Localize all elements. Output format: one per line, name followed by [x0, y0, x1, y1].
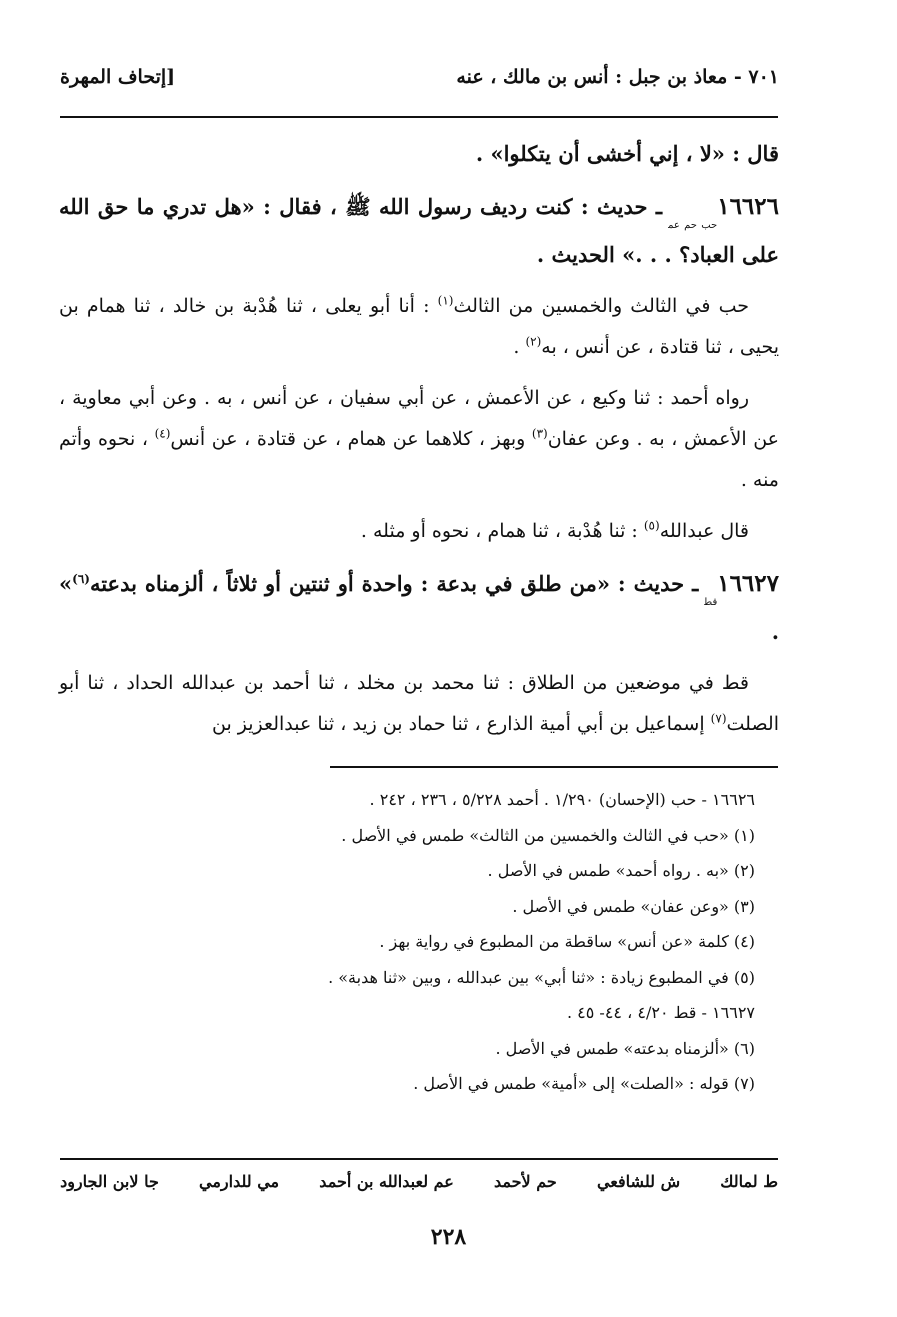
book-title: [إتحاف المهرة — [60, 66, 176, 88]
text-segment: حب في الثالث والخمسين من الثالث — [453, 295, 749, 317]
text-segment: إسماعيل بن أبي أمية الذارع ، ثنا حماد بن زيد ، ثنا عبدالعزيز بن — [211, 713, 711, 735]
text-segment: قال عبدالله — [659, 520, 749, 542]
legend-item: مي للدارمي — [199, 1172, 280, 1191]
text-segment: رواه أحمد : ثنا وكيع ، عن الأعمش ، عن أبي سفيان ، عن أنس ، به . وعن أبي معاوية ، عن الأعمش ، به . وعن عفان — [59, 387, 779, 450]
footnote-item: (٥) في المطبوع زيادة : «ثنا أبي» بين عبدالله ، وبين «ثنا هدبة» . — [328, 967, 755, 987]
hadith-16627 — [59, 562, 779, 653]
text-segment: . — [513, 336, 526, 358]
footnote-rule — [330, 766, 778, 768]
page-number: ٢٢٨ — [430, 1224, 467, 1250]
legend-item: حم لأحمد — [494, 1172, 557, 1191]
footnote-ref-5: (٥) — [643, 518, 660, 533]
legend-item: ط لمالك — [720, 1172, 778, 1191]
hadith-16626 — [59, 185, 779, 276]
footnotes — [195, 782, 755, 1102]
hadith-sigla: قط — [704, 597, 718, 608]
hadith-number: ١٦٦٢٦ — [717, 193, 779, 220]
footnote-ref-6: (٦) — [72, 572, 90, 586]
hadith-number: ١٦٦٢٧ — [717, 570, 779, 597]
running-header — [60, 66, 779, 100]
legend-item: عم لعبدالله بن أحمد — [319, 1172, 454, 1191]
legend-item: ش للشافعي — [596, 1172, 681, 1191]
footnote-ref-2: (٢) — [525, 334, 542, 349]
text-line-1: قال : «لا ، إني أخشى أن يتكلوا» . — [475, 141, 779, 166]
isnad-paragraph-2 — [59, 378, 779, 501]
legend-item: جا لابن الجارود — [60, 1172, 159, 1191]
chapter-title: ٧٠١ - معاذ بن جبل : أنس بن مالك ، عنه — [456, 66, 779, 88]
footnote-ref-1: (١) — [437, 293, 454, 308]
footnote-ref-3: (٣) — [531, 426, 548, 441]
isnad-paragraph-1 — [59, 286, 779, 368]
footnote-item: (٧) قوله : «الصلت» إلى «أمية» طمس في الأصل . — [413, 1074, 755, 1093]
footnote-item: (٤) كلمة «عن أنس» ساقطة من المطبوع في رواية بهز . — [379, 932, 755, 951]
footnote-item: ١٦٦٢٧ - قط ٤/٢٠ ، ٤٤- ٤٥ . — [566, 1003, 755, 1022]
hadith-sigla: حب حم عم — [668, 220, 718, 231]
isnad-paragraph-4 — [59, 663, 779, 745]
footnote-ref-7: (٧) — [710, 711, 727, 726]
footnote-item: ١٦٦٢٦ - حب (الإحسان) ١/٢٩٠ . أحمد ٥/٢٢٨ ، ٢٣٦ ، ٢٤٢ . — [369, 790, 755, 809]
header-rule — [60, 116, 778, 118]
footnote-item: (٢) «به . رواه أحمد» طمس في الأصل . — [487, 861, 755, 880]
footnote-ref-4: (٤) — [154, 426, 171, 441]
text-segment: : ثنا هُدْبة ، ثنا همام ، نحوه أو مثله . — [360, 520, 644, 542]
footnote-item: (١) «حب في الثالث والخمسين من الثالث» طمس في الأصل . — [341, 825, 755, 845]
hadith-text: ـ حديث : كنت رديف رسول الله ﷺ ، فقال : «هل تدري ما حق الله على العباد؟ . . .» الحديث . — [59, 194, 779, 267]
text-segment: قط في موضعين من الطلاق : ثنا محمد بن مخلد ، ثنا أحمد بن عبدالله الحداد ، ثنا أبو الصلت — [59, 672, 779, 735]
text-segment: : أنا أبو يعلى ، ثنا هُدْبة بن خالد ، ثنا همام بن يحيى ، ثنا قتادة ، عن أنس ، به — [59, 295, 779, 358]
sigla-legend — [60, 1172, 778, 1191]
legend-rule — [60, 1158, 778, 1160]
text-segment: وبهز ، كلاهما عن همام ، عن قتادة ، عن أنس — [170, 428, 532, 450]
text-segment: » . — [59, 571, 779, 644]
main-text — [59, 132, 779, 755]
footnote-item: (٦) «ألزمناه بدعته» طمس في الأصل . — [495, 1038, 755, 1058]
text-segment: ، نحوه وأتم منه . — [59, 428, 779, 491]
footnote-item: (٣) «وعن عفان» طمس في الأصل . — [512, 896, 755, 916]
hadith-text: ـ حديث : «من طلق في بدعة : واحدة أو ثنتين أو ثلاثاً ، ألزمناه بدعته — [89, 571, 699, 596]
isnad-paragraph-3 — [59, 511, 779, 552]
